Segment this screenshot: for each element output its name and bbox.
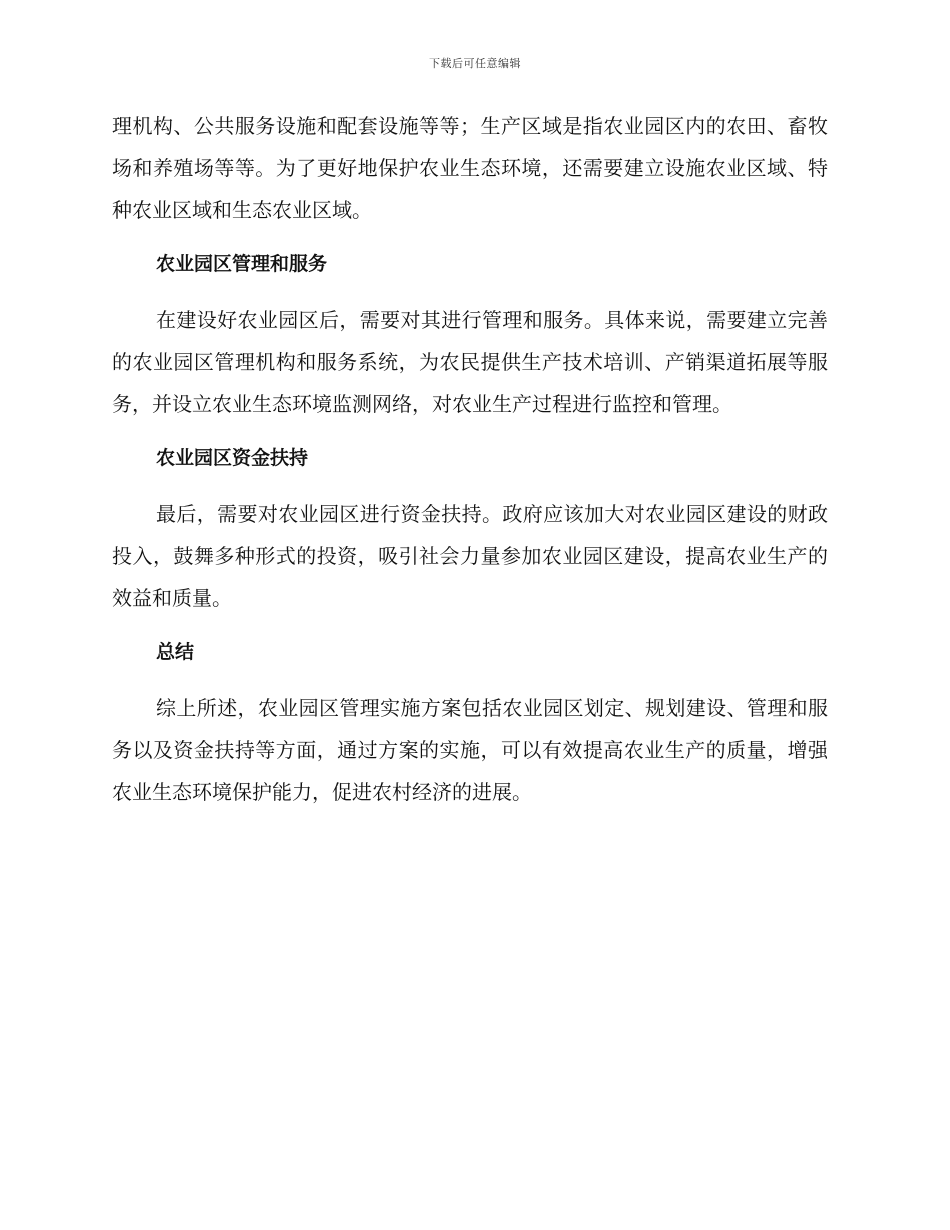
- document-body: [112, 105, 828, 825]
- header-note: 下载后可任意编辑: [429, 57, 521, 70]
- section-heading-funding: 农业园区资金扶持: [156, 447, 309, 469]
- management-paragraph: 在建设好农业园区后，需要对其进行管理和服务。具体来说，需要建立完善的农业园区管理机构和服务系统，为农民提供生产技术培训、产销渠道拓展等服务，并设立农业生态环境监测网络，对农业生产过程进行监控和管理。: [112, 308, 828, 416]
- intro-paragraph: 理机构、公共服务设施和配套设施等等；生产区域是指农业园区内的农田、畜牧场和养殖场等等。为了更好地保护农业生态环境，还需要建立设施农业区域、特种农业区域和生态农业区域。: [112, 114, 828, 222]
- section-heading-summary: 总结: [156, 641, 195, 663]
- section-heading-management: 农业园区管理和服务: [156, 253, 328, 275]
- summary-paragraph: 综上所述，农业园区管理实施方案包括农业园区划定、规划建设、管理和服务以及资金扶持等方面，通过方案的实施，可以有效提高农业生产的质量，增强农业生态环境保护能力，促进农村经济的进展。: [112, 696, 828, 804]
- funding-paragraph: 最后，需要对农业园区进行资金扶持。政府应该加大对农业园区建设的财政投入，鼓舞多种形式的投资，吸引社会力量参加农业园区建设，提高农业生产的效益和质量。: [112, 502, 828, 610]
